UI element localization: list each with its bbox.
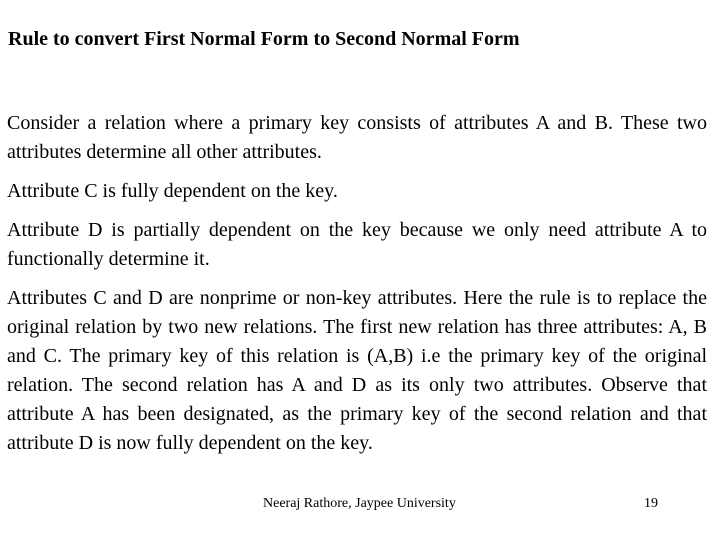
- paragraph-attribute-d: Attribute D is partially dependent on the key because we only need attribute A to functionally determine it.: [7, 219, 707, 270]
- paragraph-conversion-rule: Attributes C and D are nonprime or non-key attributes. Here the rule is to replace the original relation by two new relations. The first new relation has three attributes: A, B and C. The primary key of this relation is (A,B) i.e the primary key of the original relation. The second relation has A and D as its only two attributes. Observe that attribute A has been designated, as the primary key of the second relation and that attribute D is now fully dependent on the key.: [7, 287, 707, 454]
- paragraph-attribute-c: Attribute C is fully dependent on the key.: [7, 180, 338, 202]
- page-number: 19: [644, 496, 658, 511]
- paragraph-primary-key: Consider a relation where a primary key consists of attributes A and B. These two attributes determine all other attributes.: [7, 112, 707, 163]
- slide-body: [7, 109, 707, 458]
- slide-title: Rule to convert First Normal Form to Second Normal Form: [8, 28, 520, 50]
- footer-author: Neeraj Rathore, Jaypee University: [263, 496, 456, 511]
